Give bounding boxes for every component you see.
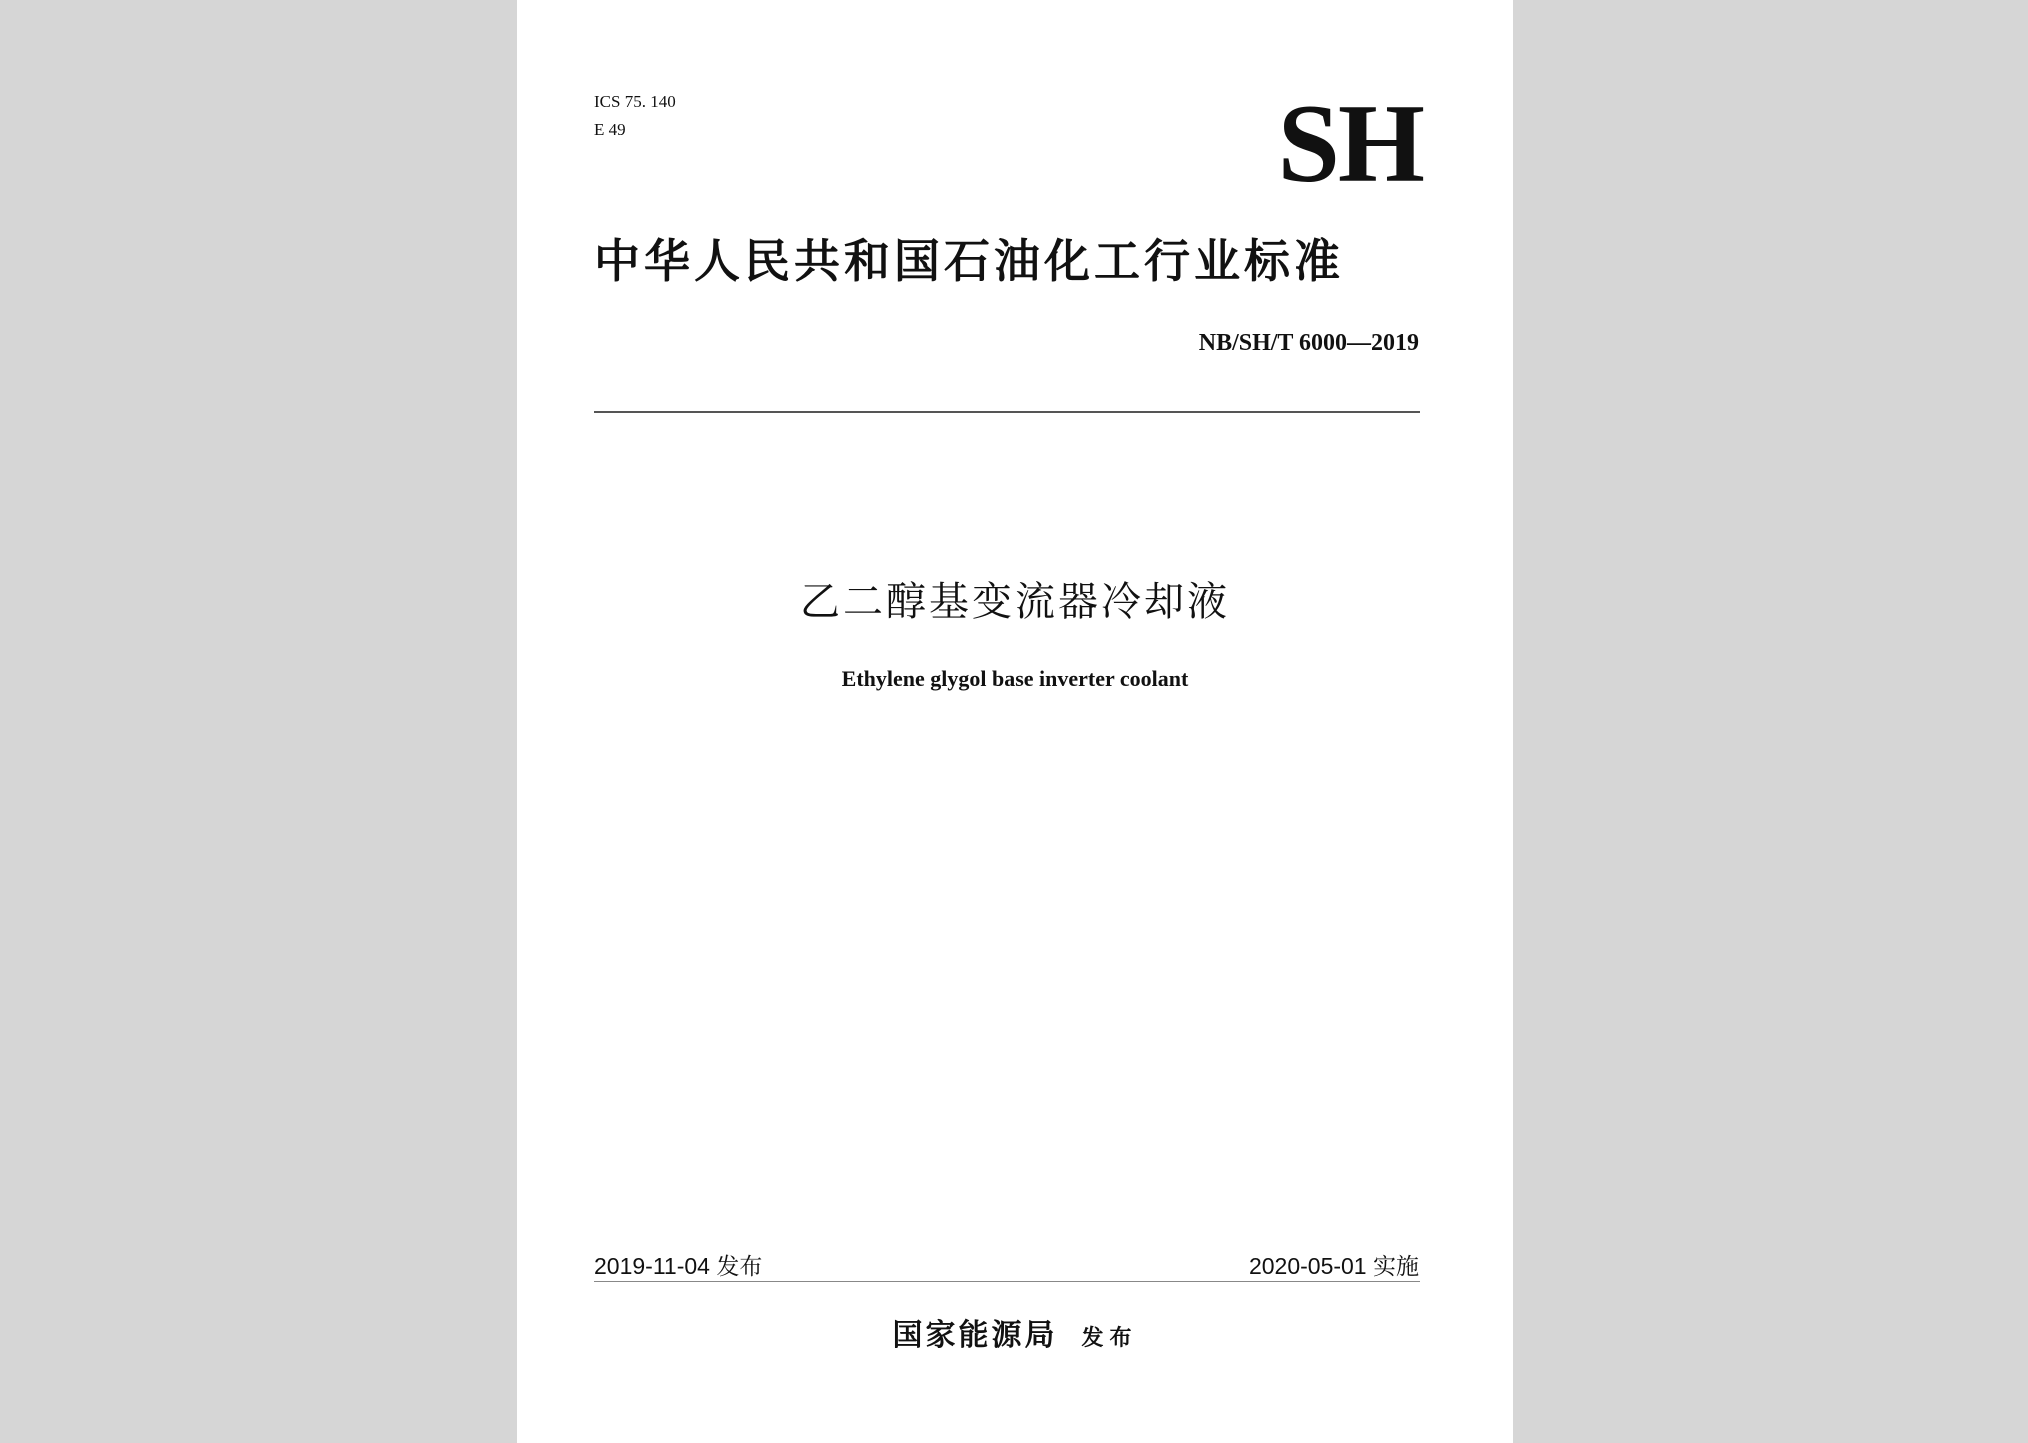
footer-divider xyxy=(594,1281,1420,1282)
classification-code: E 49 xyxy=(594,120,626,139)
document-title-cn: 乙二醇基变流器冷却液 xyxy=(800,579,1230,625)
sh-logo: SH xyxy=(1277,82,1423,206)
publisher-name: 国家能源局 xyxy=(892,1318,1058,1353)
issue-date: 2019-11-04 发布 xyxy=(594,1253,763,1279)
header-divider xyxy=(594,411,1420,413)
document-title-en: Ethylene glygol base inverter coolant xyxy=(841,666,1189,691)
document-page xyxy=(517,0,1513,1443)
implementation-date: 2020-05-01 实施 xyxy=(1248,1253,1419,1279)
standard-number: NB/SH/T 6000—2019 xyxy=(1198,330,1419,356)
publisher-line xyxy=(517,1310,1513,1354)
standard-title: 中华人民共和国石油化工行业标准 xyxy=(594,234,1344,288)
ics-code: ICS 75. 140 xyxy=(594,92,676,111)
publisher-action: 发布 xyxy=(1081,1326,1138,1351)
